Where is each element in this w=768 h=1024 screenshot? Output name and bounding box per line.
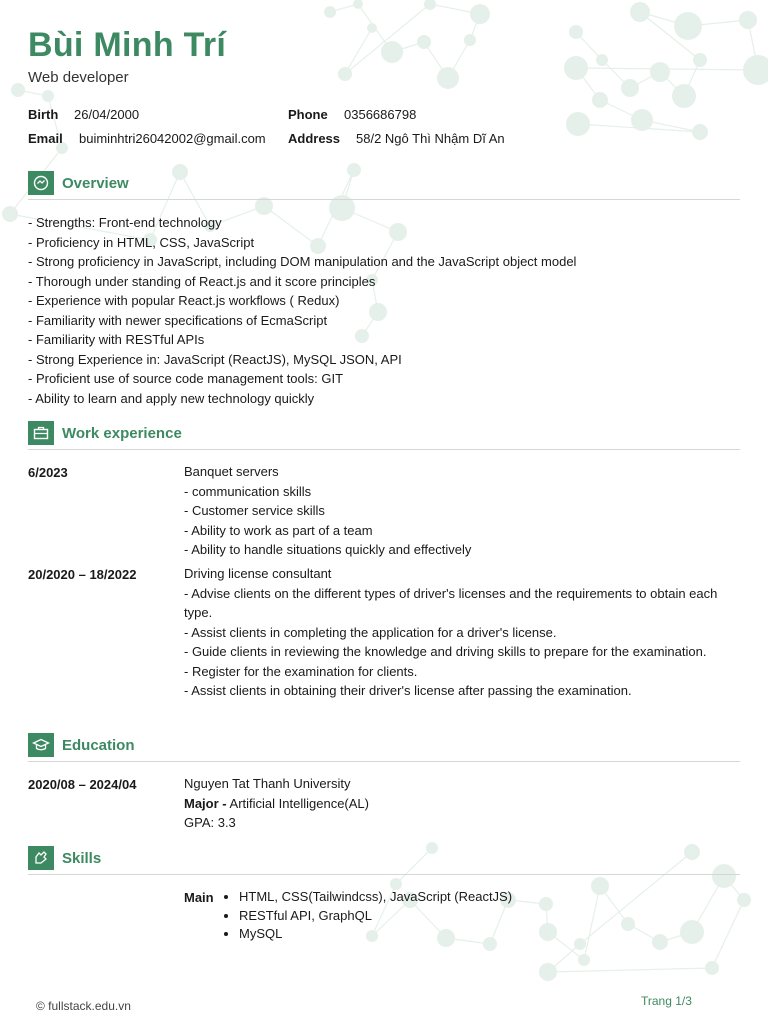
address-value: 58/2 Ngô Thì Nhậm Dĩ An <box>356 131 505 146</box>
skills-section-header <box>28 846 740 875</box>
education-section-header <box>28 733 740 762</box>
overview-item: - Thorough under standing of React.js and it score principles <box>28 273 376 289</box>
gpa: GPA: 3.3 <box>184 815 236 830</box>
overview-list <box>28 213 576 408</box>
overview-item: - Proficient use of source code management tools: GIT <box>28 371 344 386</box>
education-entry <box>184 774 724 833</box>
briefcase-icon <box>28 421 54 445</box>
major-label: Major - <box>184 795 227 811</box>
candidate-name: Bùi Minh Trí <box>28 26 227 64</box>
phone-label: Phone <box>288 107 328 122</box>
skill-item: • MySQL <box>239 925 512 944</box>
work-period-1: 6/2023 <box>28 465 68 480</box>
overview-icon <box>28 171 54 195</box>
work-line: - Advise clients on the different types of driver's licenses and the requirements to obtain each type. <box>184 585 718 620</box>
work-line: Driving license consultant <box>184 566 332 581</box>
major-line <box>184 794 724 814</box>
work-title: Work experience <box>62 425 182 442</box>
overview-item: - Familiarity with newer specifications of EcmaScript <box>28 312 328 328</box>
footer-copyright[interactable]: © fullstack.edu.vn <box>36 999 131 1013</box>
work-section-header <box>28 421 740 450</box>
work-line: - Ability to handle situations quickly and effectively <box>184 542 472 557</box>
graduation-cap-icon <box>28 733 54 757</box>
footer-page-number: Trang 1/3 <box>641 994 692 1008</box>
work-line: - Ability to work as part of a team <box>184 522 373 538</box>
birth-value: 26/04/2000 <box>74 107 140 122</box>
overview-title: Overview <box>62 175 129 192</box>
phone-info <box>288 107 416 122</box>
education-period: 2020/08 – 2024/04 <box>28 777 137 792</box>
overview-item: - Ability to learn and apply new technology quickly <box>28 390 315 406</box>
work-line: - Guide clients in reviewing the knowledge and driving skills to prepare for the examination. <box>184 644 707 659</box>
work-period-2: 20/2020 – 18/2022 <box>28 567 137 582</box>
work-line: - Customer service skills <box>184 503 325 518</box>
overview-section-header <box>28 171 740 200</box>
overview-item: - Proficiency in HTML, CSS, JavaScript <box>28 234 255 250</box>
overview-item: - Experience with popular React.js workflows ( Redux) <box>28 293 340 308</box>
overview-item: - Familiarity with RESTful APIs <box>28 332 205 347</box>
education-title: Education <box>62 737 135 754</box>
skills-group-label: Main <box>184 890 214 905</box>
work-line: - communication skills <box>184 483 312 499</box>
work-line: - Assist clients in completing the application for a driver's license. <box>184 624 557 640</box>
school-name: Nguyen Tat Thanh University <box>184 776 351 791</box>
work-line: - Register for the examination for clients. <box>184 663 418 679</box>
skills-title: Skills <box>62 850 102 867</box>
overview-item: - Strong proficiency in JavaScript, including DOM manipulation and the JavaScript object model <box>28 254 577 269</box>
email-label: Email <box>28 131 63 146</box>
email-value[interactable]: buiminhtri26042002@gmail.com <box>79 131 266 146</box>
overview-item: - Strengths: Front-end technology <box>28 215 222 230</box>
skill-item: • HTML, CSS(Tailwindcss), JavaScript (ReactJS) <box>239 888 512 907</box>
work-entry-1 <box>184 462 724 560</box>
work-entry-2 <box>184 564 724 701</box>
skills-list <box>222 888 512 944</box>
overview-item: - Strong Experience in: JavaScript (ReactJS), MySQL JSON, API <box>28 351 402 367</box>
skills-icon <box>28 846 54 870</box>
email-info <box>28 131 266 146</box>
work-line: Banquet servers <box>184 464 279 479</box>
address-label: Address <box>288 131 341 146</box>
address-info <box>288 131 505 146</box>
phone-value: 0356686798 <box>344 107 417 122</box>
major-value: Artificial Intelligence(AL) <box>229 795 369 811</box>
work-line: - Assist clients in obtaining their driver's license after passing the examination. <box>184 683 632 698</box>
candidate-role: Web developer <box>28 69 129 86</box>
birth-info <box>28 107 139 122</box>
skill-item: • RESTful API, GraphQL <box>239 907 512 926</box>
birth-label: Birth <box>28 107 59 122</box>
